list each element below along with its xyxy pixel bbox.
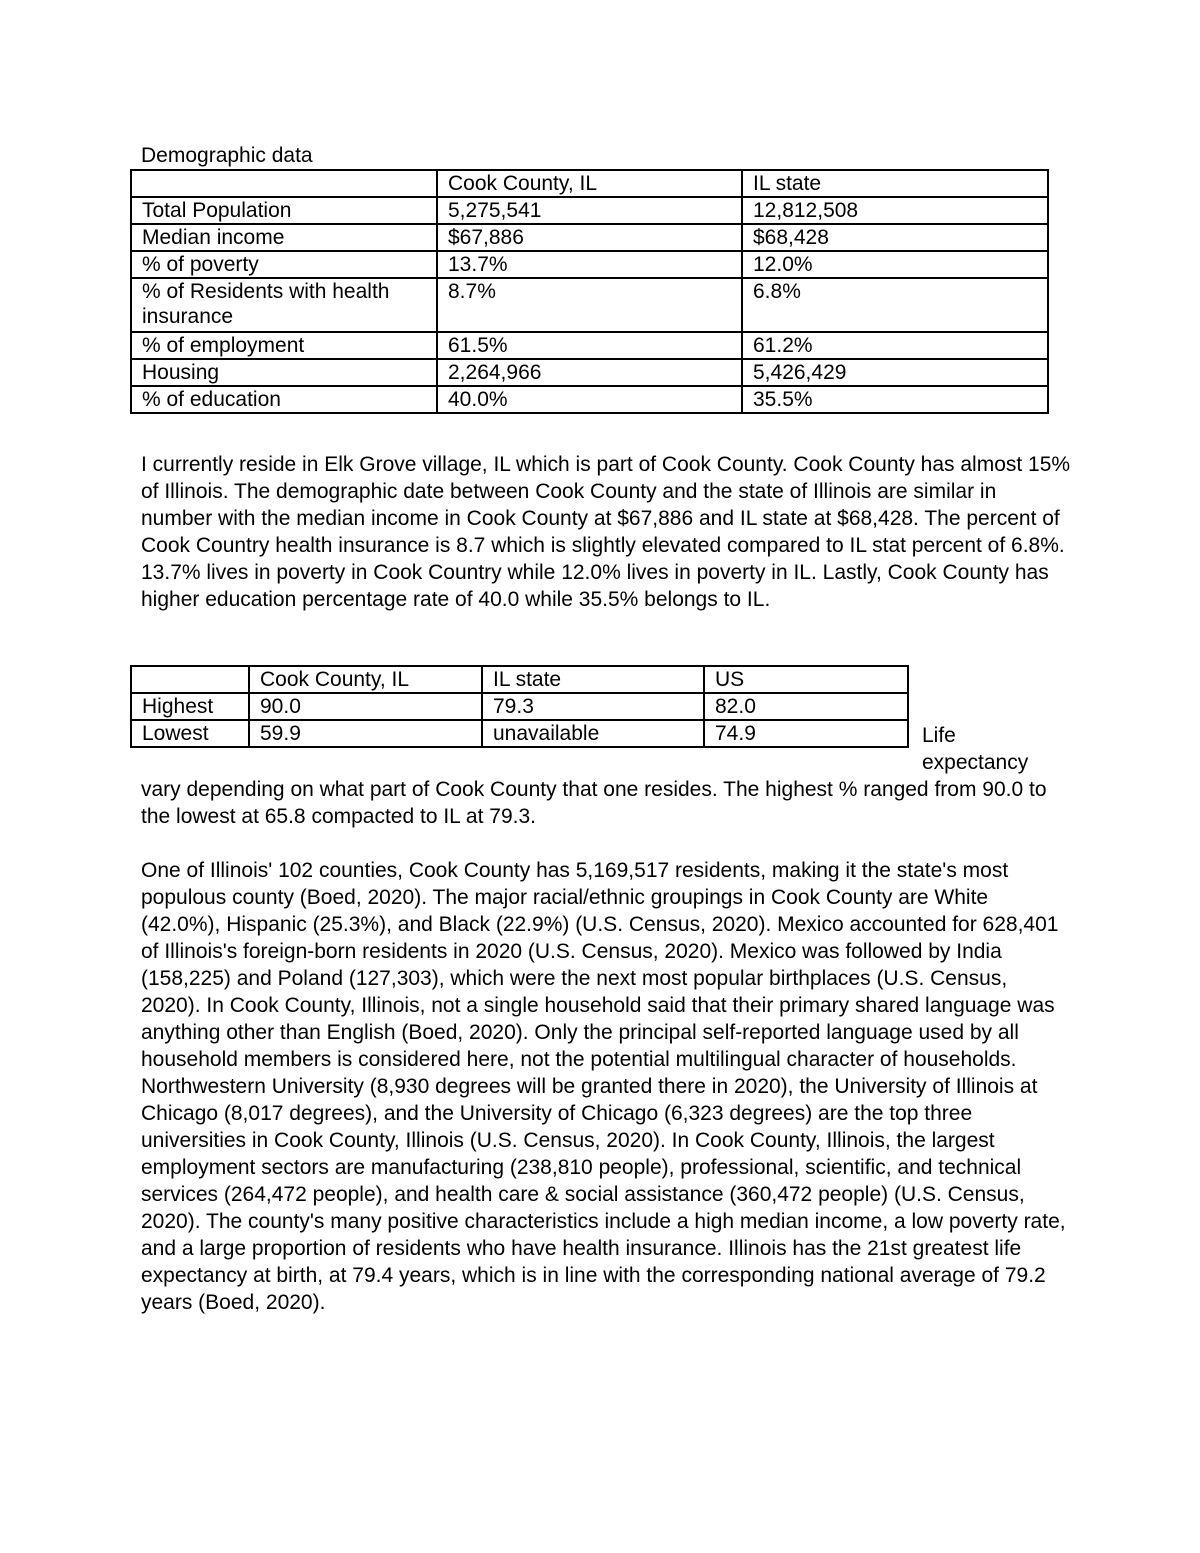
column-header: Cook County, IL	[249, 666, 482, 693]
table-cell: unavailable	[482, 720, 704, 747]
life-expectancy-lead-text: Life expectancy	[922, 724, 1029, 774]
table-cell	[131, 666, 249, 693]
life-expectancy-table	[130, 665, 909, 748]
table-cell: 74.9	[704, 720, 908, 747]
row-label: % of employment	[131, 332, 437, 359]
document-title: Demographic data	[141, 144, 313, 167]
table-cell: 13.7%	[437, 251, 742, 278]
paragraph-county-profile: One of Illinois' 102 counties, Cook County has 5,169,517 residents, making it the state's most populous county (Boed, 2020). The major racial/ethnic groupings in Cook County are White (42.0%), Hispanic (25.3%), and Black (22.9%) (U.S. Census, 2020). Mexico accounted for 628,401 of Illinois's foreign-born residents in 2020 (U.S. Census, 2020). Mexico was followed by India (158,225) and Poland (127,303), which were the next most popular birthplaces (U.S. Census, 2020). In Cook County, Illinois, not a single household said that their primary shared language was anything other than English (Boed, 2020). Only the principal self-reported language used by all household members is considered here, not the potential multilingual character of households. Northwestern University (8,930 degrees will be granted there in 2020), the University of Illinois at Chicago (8,017 degrees), and the University of Chicago (6,323 degrees) are the top three universities in Cook County, Illinois (U.S. Census, 2020). In Cook County, Illinois, the largest employment sectors are manufacturing (238,810 people), professional, scientific, and technical services (264,472 people), and health care & social assistance (360,472 people) (U.S. Census, 2020). The county's many positive characteristics include a high median income, a low poverty rate, and a large proportion of residents who have health insurance. Illinois has the 21st greatest life expectancy at birth, at 79.4 years, which is in line with the corresponding national average of 79.2 years (Boed, 2020).	[141, 859, 1066, 1314]
table-cell: 59.9	[249, 720, 482, 747]
table-cell: 8.7%	[437, 278, 742, 332]
row-label: Total Population	[131, 197, 437, 224]
table-cell: $67,886	[437, 224, 742, 251]
table-cell: 5,275,541	[437, 197, 742, 224]
row-label: % of Residents with health insurance	[131, 278, 437, 332]
column-header: IL state	[482, 666, 704, 693]
column-header: US	[704, 666, 908, 693]
table-row	[131, 278, 1048, 332]
table-cell: 2,264,966	[437, 359, 742, 386]
row-label: Highest	[131, 693, 249, 720]
table-row	[131, 386, 1048, 413]
table-row	[131, 720, 908, 747]
row-label: Lowest	[131, 720, 249, 747]
table-cell	[131, 170, 437, 197]
table-row	[131, 224, 1048, 251]
column-header: Cook County, IL	[437, 170, 742, 197]
table-cell: 79.3	[482, 693, 704, 720]
row-label: % of poverty	[131, 251, 437, 278]
table-cell: 12,812,508	[742, 197, 1048, 224]
row-label: Median income	[131, 224, 437, 251]
table-row	[131, 251, 1048, 278]
table-header-row	[131, 666, 908, 693]
table-row	[131, 332, 1048, 359]
table-cell: 40.0%	[437, 386, 742, 413]
row-label: Housing	[131, 359, 437, 386]
column-header: IL state	[742, 170, 1048, 197]
table-row	[131, 197, 1048, 224]
table-cell: 5,426,429	[742, 359, 1048, 386]
demographic-table	[130, 169, 1049, 414]
table-cell: 35.5%	[742, 386, 1048, 413]
paragraph-life-expectancy: vary depending on what part of Cook County that one resides. The highest % ranged from 90.0 to the lowest at 65.8 compacted to IL at 79.3.	[141, 778, 1047, 828]
table-cell: $68,428	[742, 224, 1048, 251]
table-cell: 90.0	[249, 693, 482, 720]
paragraph-residence-comparison: I currently reside in Elk Grove village, IL which is part of Cook County. Cook County has almost 15% of Illinois. The demographic date between Cook County and the state of Illinois are similar in number with the median income in Cook County at $67,886 and IL state at $68,428. The percent of Cook Country health insurance is 8.7 which is slightly elevated compared to IL stat percent of 6.8%. 13.7% lives in poverty in Cook Country while 12.0% lives in poverty in IL. Lastly, Cook County has higher education percentage rate of 40.0 while 35.5% belongs to IL.	[141, 453, 1071, 611]
table-header-row	[131, 170, 1048, 197]
table-cell: 82.0	[704, 693, 908, 720]
table-cell: 12.0%	[742, 251, 1048, 278]
table-cell: 6.8%	[742, 278, 1048, 332]
table-cell: 61.5%	[437, 332, 742, 359]
table-row	[131, 359, 1048, 386]
table-cell: 61.2%	[742, 332, 1048, 359]
table-row	[131, 693, 908, 720]
row-label: % of education	[131, 386, 437, 413]
